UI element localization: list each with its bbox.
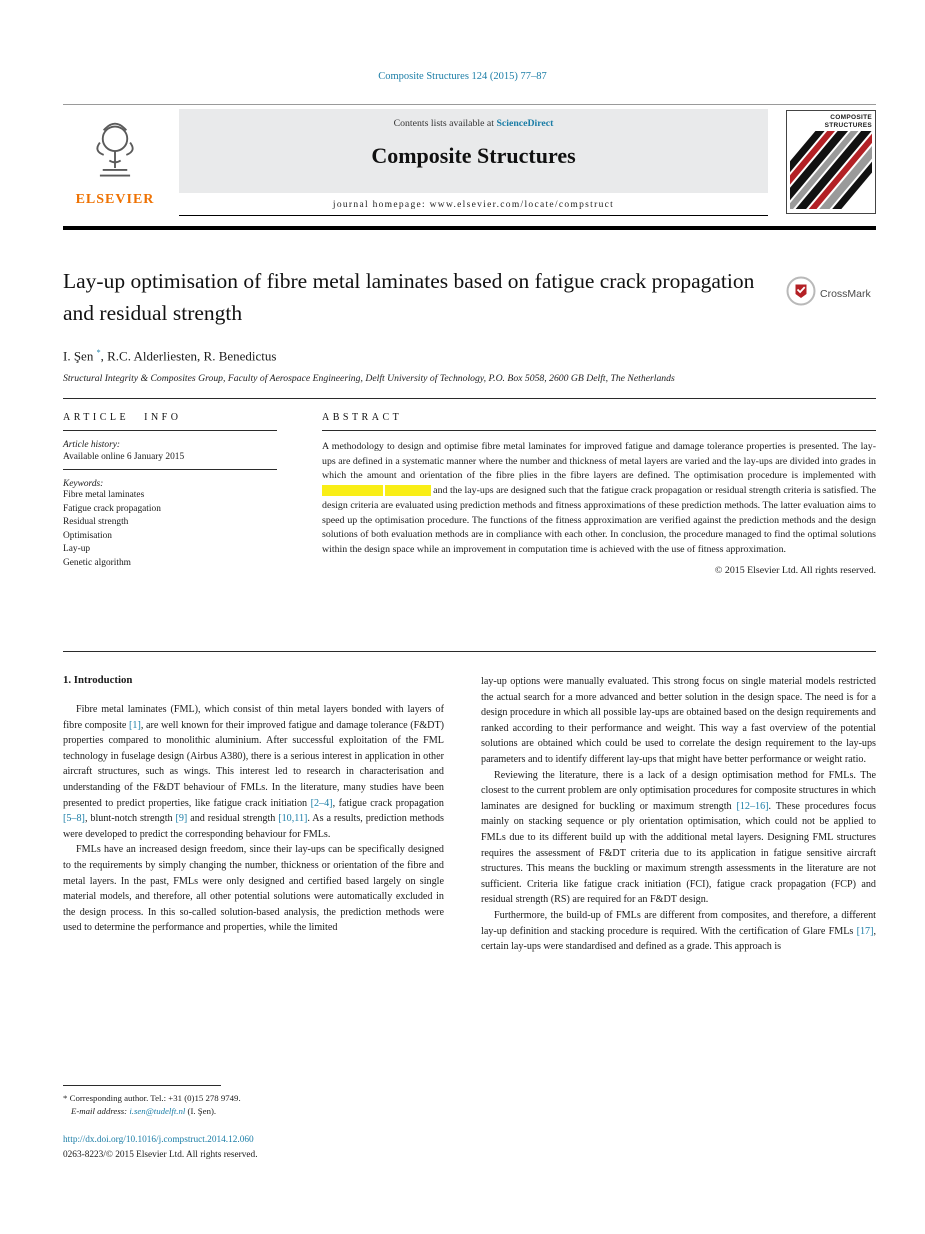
body-left-column [63, 674, 444, 955]
article-history-label: Article history: [63, 440, 121, 450]
journal-banner [179, 109, 768, 216]
email-link[interactable]: i.sen@tudelft.nl [129, 1106, 186, 1116]
text-segment: Reviewing the literature, there is a lack of a design optimisation method for FMLs. The closest to the current problem are only optimisation procedures for composite structures in which laminates are designed for buckling or maximum strength [481, 769, 876, 812]
body-right-column [481, 674, 876, 955]
doi-link[interactable]: http://dx.doi.org/10.1016/j.compstruct.2014.12.060 [63, 1135, 254, 1145]
paragraph [481, 674, 876, 768]
keyword-item: Fibre metal laminates [63, 490, 145, 500]
text-segment: lay-up options were manually evaluated. This strong focus on single material models restricted the actual search for a more advanced and better solution in the design space. The need is for a design procedure in which all possible lay-ups are obtained based on the design requirements and ranked according to their performance and weight. This way a fast overview of the potential solutions are obtained which could be used to correlate the design requirement to the lay-ups parameters and to identify different lay-ups that might have better performance or weight ratio. [481, 676, 876, 765]
header-divider-bar [63, 226, 876, 230]
journal-title: Composite Structures [371, 143, 576, 168]
footnote [63, 1085, 463, 1118]
paragraph [63, 842, 444, 936]
article-title: Lay-up optimisation of fibre metal laminates based on fatigue crack propagation and residual strength [63, 269, 755, 325]
cover-title: COMPOSITE STRUCTURES [824, 114, 872, 129]
text-segment: . As a results, prediction methods were developed to predict the corresponding behaviour for FMLs. [63, 813, 444, 840]
text-segment: and the lay-ups are designed such that the fatigue crack propagation or residual strength criteria is satisfied. The design criteria are evaluated using prediction methods and fitness approximations of these prediction methods. The latter evaluation aims to speed up the optimisation procedure. The functions of the fitness approximation are verified against the prediction methods and the design solutions of both evaluation methods are in compliance with each other. In conclusion, the procedure managed to find the optimal solutions within the design space while an improvement in computation time is achieved with the use of fitness approximation. [322, 485, 877, 555]
email-line [63, 1105, 463, 1118]
citation-link[interactable]: [1] [129, 719, 141, 731]
redacted-highlight [385, 485, 430, 496]
keyword-item: Residual strength [63, 517, 129, 528]
paragraph [63, 702, 444, 842]
crossmark-badge[interactable] [786, 276, 878, 311]
text-segment: and residual strength [187, 813, 279, 825]
elsevier-tree-icon [84, 119, 146, 190]
text-segment: I. Şen [63, 348, 97, 364]
keyword-item: Optimisation [63, 530, 112, 541]
text-segment: Furthermore, the build-up of FMLs are different from composites, and therefore, a different lay-up definition and stacking procedure is required. With the certification of Glare FMLs [481, 909, 876, 937]
divider [63, 469, 277, 470]
section-heading: 1. Introduction [63, 674, 133, 686]
citation-link[interactable]: [2–4] [310, 797, 333, 809]
divider [322, 430, 876, 431]
citation-link[interactable]: [10,11] [278, 813, 308, 825]
redacted-highlight [322, 485, 383, 496]
abstract-text [322, 440, 876, 558]
abstract-copyright: © 2015 Elsevier Ltd. All rights reserved. [714, 564, 876, 576]
citation-link[interactable]: [17] [856, 925, 874, 937]
journal-header [63, 104, 876, 216]
abstract-heading: ABSTRACT [322, 412, 403, 423]
journal-ref-link[interactable]: Composite Structures 124 (2015) 77–87 [378, 71, 547, 82]
divider [63, 398, 876, 399]
text-segment: A methodology to design and optimise fibre metal laminates for improved fatigue and damage tolerance properties is presented. The lay-ups are defined in a systematic manner where the number and thickness of metal layers are varied and the lay-ups are divided into grades in which the amount and orientation of the fibre plies in the fibre layers are defined. The optimisation procedure is implemented with [322, 441, 876, 482]
text-segment: FMLs have an increased design freedom, since their lay-ups can be specifically designed to the requirements by simply changing the number, thickness or orientation of the fibre and metal layers. In the past, FMLs were only designed and certified based largely on single material models, and therefore, all other potential solutions were automatically excluded in the design process. In this so-called solution-based analysis, the prediction methods were used to determine the performance and properties, while the limited [63, 844, 444, 934]
footnote-divider [63, 1085, 221, 1086]
issn-copyright-line: 0263-8223/© 2015 Elsevier Ltd. All rights reserved. [63, 1150, 258, 1160]
contents-line [187, 118, 760, 129]
text-segment: , are well known for their improved fatigue and damage tolerance (F&DT) properties compared to monolithic aluminium. After successful exploitation of the FML technology in fuselage design (Airbus A380), there is a serious interest in application in other aircraft structures, such as wings. This interest led to research in characterisation and understanding of the F&DT behaviour of FMLs. In the literature, many studies have been presented to predict properties, like fatigue crack initiation [63, 719, 444, 809]
contents-prefix: Contents lists available at [393, 118, 497, 129]
elsevier-wordmark: ELSEVIER [75, 192, 155, 207]
paragraph [481, 768, 876, 908]
text-segment: , certain lay-ups were standardised and defined as a grade. This approach is [481, 925, 876, 953]
article-info-heading: ARTICLE INFO [63, 412, 182, 423]
text-segment: E-mail address: [71, 1106, 130, 1116]
corresponding-author-note: * Corresponding author. Tel.: +31 (0)15 278 9749. [63, 1093, 241, 1103]
crossmark-label: CrossMark [820, 287, 871, 300]
affiliation: Structural Integrity & Composites Group, Faculty of Aerospace Engineering, Delft University of Technology, P.O. Box 5058, 2600 GB Delft, The Netherlands [63, 373, 675, 384]
keyword-item: Genetic algorithm [63, 557, 131, 568]
keyword-item: Lay-up [63, 544, 91, 555]
text-segment: , fatigue crack propagation [332, 797, 444, 809]
citation-link[interactable]: [5–8] [63, 813, 85, 825]
keyword-item: Fatigue crack propagation [63, 503, 161, 514]
text-segment: (I. Şen). [185, 1106, 217, 1116]
abstract-column [322, 412, 876, 576]
author-line [63, 348, 276, 364]
paragraph [481, 908, 876, 955]
citation-link[interactable]: [9] [175, 813, 188, 825]
available-online-date: Available online 6 January 2015 [63, 452, 185, 462]
keywords-label: Keywords: [63, 479, 104, 489]
divider [63, 430, 277, 431]
elsevier-logo[interactable] [63, 105, 167, 216]
text-segment: , blunt-notch strength [84, 813, 176, 825]
journal-homepage-link[interactable]: journal homepage: www.elsevier.com/locate/compstruct [332, 200, 615, 210]
text-segment: . These procedures focus mainly on stacking sequence or ply orientation optimisation, which could not be applied to FMLs due to its different build up with the additional metal layers. Designing FML structures requires the assessment of F&DT criteria due to its application in fatigue sensitive aircraft structures. This means the buckling or maximum strength assessments in the literature are not sufficient. Criteria like fatigue crack initiation (FCI), fatigue crack propagation (FCP) and residual strength (RS) are required for an F&DT design. [481, 800, 876, 906]
sciencedirect-link[interactable]: ScienceDirect [496, 118, 554, 129]
article-info-column [63, 412, 277, 571]
divider [63, 651, 876, 652]
citation-link[interactable]: [12–16] [736, 800, 769, 812]
text-segment: Fibre metal laminates (FML), which consist of thin metal layers bonded with layers of fibre composite [63, 704, 444, 731]
corresponding-author-marker[interactable]: * [96, 348, 101, 357]
crossmark-icon [786, 276, 816, 311]
text-segment: , R.C. Alderliesten, R. Benedictus [100, 348, 277, 364]
cover-stripes-graphic [790, 129, 872, 214]
body-text [63, 674, 876, 955]
journal-cover-thumbnail[interactable] [786, 110, 876, 214]
